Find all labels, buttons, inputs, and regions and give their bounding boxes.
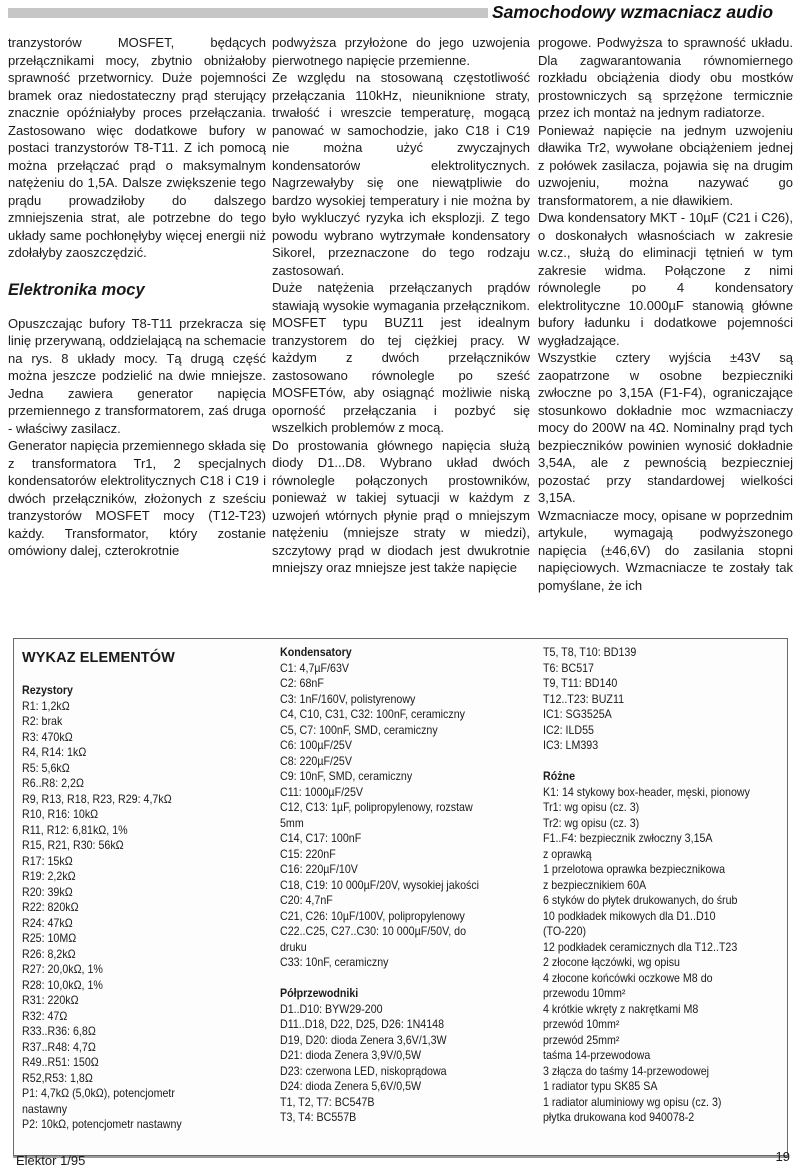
parts-list-item: R9, R13, R18, R23, R29: 4,7kΩ — [22, 792, 172, 806]
parts-list-item: 3 złącza do taśmy 14-przewodowej — [543, 1064, 710, 1078]
parts-list-box — [13, 638, 788, 1156]
parts-list-item: C14, C17: 100nF — [280, 832, 362, 845]
parts-list-item: P1: 4,7kΩ (5,0kΩ), potencjometr — [22, 1087, 175, 1100]
parts-list-item: R1: 1,2kΩ — [22, 699, 70, 713]
article-column-3 — [538, 34, 793, 594]
parts-list-item: R10, R16: 10kΩ — [22, 808, 99, 821]
parts-column-2 — [280, 645, 479, 1126]
parts-list-item: C4, C10, C31, C32: 100nF, ceramiczny — [280, 708, 465, 721]
parts-list-item: T9, T11: BD140 — [543, 677, 618, 690]
parts-list-item: R22: 820kΩ — [22, 901, 79, 914]
parts-list-item: z oprawką — [543, 847, 592, 861]
parts-list-item: C9: 10nF, SMD, ceramiczny — [280, 770, 413, 783]
parts-list-item: płytka drukowana kod 940078-2 — [543, 1111, 695, 1124]
parts-list-item: R49..R51: 150Ω — [22, 1056, 99, 1069]
parts-list-item: R3: 470kΩ — [22, 730, 73, 744]
section-heading: Elektronika mocy — [8, 280, 145, 299]
paragraph: Ze względu na stosowaną częstotliwość przełączania 110kHz, nieuniknione straty, trwałość i wreszcie temperaturę, mogącą panować w samochodzie, jako C18 i C19 nie można użyć zwyczajnych kondensatorów elektrolitycznych. Nagrzewałyby się one niewątpliwie do bardzo wysokiej temperatury i nie można by było wykluczyć ryzyka ich eksplozji. Z tego powodu wybrano wytrzymałe kondensatory Sikorel, przeznaczone do tego rodzaju zastosowań. — [272, 70, 530, 278]
parts-list-item: 1 radiator typu SK85 SA — [543, 1080, 658, 1093]
article-column-2 — [272, 34, 530, 577]
article-column-1 — [8, 34, 266, 560]
running-header-title: Samochodowy wzmacniacz audio — [492, 2, 774, 22]
paragraph: Ponieważ napięcie na jednym uzwojeniu dławika Tr2, wywołane obciążeniem jednej z połówek zasilacza, pojawia się na drugim uzwojeniu, można nazywać go transformatorem, a nie dławikiem. — [538, 122, 793, 208]
parts-list-item: R52,R53: 1,8Ω — [22, 1071, 93, 1085]
parts-list-item: R4, R14: 1kΩ — [22, 746, 87, 759]
parts-list-item: C2: 68nF — [280, 677, 324, 690]
parts-list-item: C6: 100µF/25V — [280, 739, 352, 752]
parts-list-item: Tr2: wg opisu (cz. 3) — [543, 816, 640, 830]
parts-list-item: R19: 2,2kΩ — [22, 870, 76, 883]
parts-list-item: K1: 14 stykowy box-header, męski, pionowy — [543, 785, 750, 799]
parts-list-item: F1..F4: bezpiecznik zwłoczny 3,15A — [543, 832, 713, 845]
parts-column-1 — [22, 683, 182, 1133]
parts-list-item: Tr1: wg opisu (cz. 3) — [543, 801, 640, 814]
paragraph: Do prostowania głównego napięcia służą diody D1...D8. Wybrano układ dwóch równolegle połączonych prostowników, ponieważ w takiej sytuacji w każdym z uzwojeń wtórnych płynie prąd o mniejszym natężeniu (mniejsze straty w miedzi), szczytowy prąd w diodach jest dwukrotnie mniejszy oraz mniejsze jest także napięcie — [272, 437, 530, 575]
parts-list-item: 10 podkładek mikowych dla D1..D10 — [543, 909, 716, 923]
parts-list-item: D24: dioda Zenera 5,6V/0,5W — [280, 1080, 422, 1093]
parts-list-title: WYKAZ ELEMENTÓW — [22, 650, 175, 666]
parts-column-3 — [543, 645, 750, 1126]
parts-list-item: taśma 14-przewodowa — [543, 1049, 651, 1062]
parts-list-item: T3, T4: BC557B — [280, 1111, 357, 1124]
category-heading-semiconductors: Półprzewodniki — [280, 987, 359, 1000]
category-heading-misc: Różne — [543, 770, 575, 783]
parts-list-item: 1 przelotowa oprawka bezpiecznikowa — [543, 863, 726, 876]
paragraph: Wszystkie cztery wyjścia ±43V są zaopatrzone w osobne bezpieczniki zwłoczne po 3,15A (F1-F4), ograniczające stosunkowo dokładnie moc wzmacniaczy mocy do 200W na 4Ω. Nominalny prąd tych bezpieczników powinien wynosić dokładnie 3,54A, ale z pewnością bezpieczniej pozostać przy standardowej wielkości 3,15A. — [538, 350, 793, 505]
paragraph: Duże natężenia przełączanych prądów stawiają wysokie wymagania przełącznikom. MOSFET typu BUZ11 jest idealnym tranzystorem do tej ciężkiej pracy. W każdym z dwóch przełączników zastosowano równolegle po sześć MOSFETów, aby osiągnąć możliwie niską oporność przełączania i pozbyć się wszelkich problemów z mocą. — [272, 280, 530, 435]
parts-list-item: R24: 47kΩ — [22, 916, 73, 930]
parts-list-item: C20: 4,7nF — [280, 894, 333, 907]
parts-list-item: IC1: SG3525A — [543, 708, 612, 721]
parts-list-item: C15: 220nF — [280, 847, 336, 861]
parts-list-item: D23: czerwona LED, niskoprądowa — [280, 1064, 447, 1078]
paragraph: Wzmacniacze mocy, opisane w poprzednim artykule, wymagają podwyższonego napięcia (±46,6V) do zasilania stopni napięciowych. Wzmacniacze te zostały tak pomyślane, że ich — [538, 507, 793, 593]
capacitor-list — [280, 661, 479, 971]
parts-list-item: R15, R21, R30: 56kΩ — [22, 839, 124, 852]
paragraph: podwyższa przyłożone do jego uzwojenia pierwotnego napięcie przemienne. — [272, 35, 530, 68]
parts-list-item: 12 podkładek ceramicznych dla T12..T23 — [543, 940, 738, 954]
parts-list-item: 4 złocone końcówki oczkowe M8 do — [543, 971, 713, 985]
paragraph: Opuszczając bufory T8-T11 przekracza się linię przerywaną, oddzielającą na schemacie na rys. 8 układy mocy. Tą drugą część można jeszcze podzielić na dwie mniejsze. Jedna zawiera generator napięcia przemiennego z transformatorem, zaś druga - właściwy zasilacz. — [8, 315, 266, 436]
parts-list-item: R27: 20,0kΩ, 1% — [22, 963, 103, 976]
parts-list-item: D19, D20: dioda Zenera 3,6V/1,3W — [280, 1033, 447, 1047]
paragraph: Dwa kondensatory MKT - 10µF (C21 i C26), o doskonałych własnościach w zakresie w.cz., służą do eliminacji tętnień w tym zakresie widma. Połączone z nimi równolegle po 4 kondensatory elektrolityczne 10.000µF stanowią główne bufory ładunku i dodatkowe pojemności wygładzające. — [538, 210, 793, 348]
parts-list-item: C5, C7: 100nF, SMD, ceramiczny — [280, 723, 438, 737]
parts-list-item: 1 radiator aluminiowy wg opisu (cz. 3) — [543, 1095, 722, 1109]
parts-list-item: R28: 10,0kΩ, 1% — [22, 978, 103, 992]
parts-list-item: R17: 15kΩ — [22, 854, 73, 868]
parts-list-item: R2: brak — [22, 715, 63, 728]
parts-list-item: C8: 220µF/25V — [280, 754, 352, 768]
semiconductor-list-continued — [543, 645, 750, 754]
parts-list-item: D11..D18, D22, D25, D26: 1N4148 — [280, 1018, 445, 1031]
parts-list-item: T12..T23: BUZ11 — [543, 692, 625, 706]
paragraph: Generator napięcia przemiennego składa się z transformatora Tr1, 2 specjalnych kondensatorów elektrolitycznych C18 i C19 i dwóch przełączników, złożonych z sześciu tranzystorów MOSFET mocy (T12-T23) każdy. Transformator, który zostanie omówiony dalej, czterokrotnie — [8, 438, 266, 558]
parts-list-item: R26: 8,2kΩ — [22, 947, 76, 961]
parts-list-item: nastawny — [22, 1102, 68, 1116]
parts-list-item: 6 styków do płytek drukowanych, do śrub — [543, 894, 738, 907]
parts-list-item: przewód 10mm² — [543, 1018, 620, 1031]
header-decorative-bar — [8, 8, 488, 18]
parts-list-item: C18, C19: 10 000µF/20V, wysokiej jakości — [280, 878, 480, 892]
parts-list-item: C21, C26: 10µF/100V, polipropylenowy — [280, 909, 465, 923]
parts-list-item: 4 krótkie wkręty z nakrętkami M8 — [543, 1002, 699, 1016]
category-heading-capacitors: Kondensatory — [280, 646, 352, 659]
publication-footer: Elektor 1/95 — [16, 1153, 86, 1168]
semiconductor-list — [280, 1002, 479, 1126]
parts-list-item: R25: 10MΩ — [22, 932, 77, 945]
parts-list-item: C12, C13: 1µF, polipropylenowy, rozstaw — [280, 801, 473, 814]
parts-list-item: C1: 4,7µF/63V — [280, 661, 349, 675]
page-number: 19 — [775, 1149, 790, 1164]
parts-list-item: R6..R8: 2,2Ω — [22, 777, 84, 790]
parts-list-item: R32: 47Ω — [22, 1009, 68, 1023]
misc-list — [543, 785, 750, 1126]
parts-list-item: R20: 39kΩ — [22, 885, 73, 899]
resistor-list — [22, 699, 182, 1133]
parts-list-item: 5mm — [280, 816, 304, 830]
parts-list-item: C33: 10nF, ceramiczny — [280, 956, 389, 969]
parts-list-item: T1, T2, T7: BC547B — [280, 1095, 375, 1109]
parts-list-item: R37..R48: 4,7Ω — [22, 1040, 96, 1054]
paragraph: tranzystorów MOSFET, będących przełącznikami mocy, zbytnio obniżałoby sprawność przetwornicy. Duże pojemności bramek oraz niedostateczny prąd sterujący znacznie opóźniałyby proces przełączania. Zastosowano więc dodatkowe bufory w postaci tranzystorów T8-T11. Z ich pomocą można przełączać prąd o maksymalnym natężeniu do 1,5A. Dalsze zwiększenie tego prądu prowadziłoby do dalszego zmniejszenia strat, ale potrzebne do tego układy same pochłonęłyby więcej energii niż zdołałyby zaoszczędzić. — [8, 35, 266, 260]
parts-list-item: C22..C25, C27..C30: 10 000µF/50V, do — [280, 925, 467, 938]
parts-list-item: C3: 1nF/160V, polistyrenowy — [280, 692, 416, 706]
parts-list-item: z bezpiecznikiem 60A — [543, 878, 647, 892]
parts-list-item: C11: 1000µF/25V — [280, 785, 364, 799]
parts-list-item: T6: BC517 — [543, 661, 594, 675]
parts-list-item: przewód 25mm² — [543, 1033, 620, 1047]
parts-list-item: D1..D10: BYW29-200 — [280, 1002, 383, 1016]
category-heading-resistors: Rezystory — [22, 684, 73, 697]
parts-list-item: T5, T8, T10: BD139 — [543, 646, 637, 659]
parts-list-item: 2 złocone łączówki, wg opisu — [543, 956, 680, 969]
parts-list-item: IC3: LM393 — [543, 739, 599, 752]
parts-list-item: R5: 5,6kΩ — [22, 761, 70, 775]
parts-list-item: R31: 220kΩ — [22, 994, 79, 1007]
parts-list-item: C16: 220µF/10V — [280, 863, 358, 876]
parts-list-item: (TO-220) — [543, 925, 587, 938]
parts-list-item: R33..R36: 6,8Ω — [22, 1025, 96, 1038]
parts-list-item: P2: 10kΩ, potencjometr nastawny — [22, 1118, 182, 1131]
parts-list-item: druku — [280, 940, 307, 954]
parts-list-item: przewodu 10mm² — [543, 987, 626, 1000]
parts-list-item: D21: dioda Zenera 3,9V/0,5W — [280, 1049, 422, 1062]
parts-list-item: IC2: ILD55 — [543, 723, 594, 737]
paragraph: progowe. Podwyższa to sprawność układu. Dla zagwarantowania równomiernego rozkładu obciążenia diody obu mostków prostowniczych są sprzężone termicznie przez ich montaż na jednym radiatorze. — [538, 35, 793, 120]
parts-list-item: R11, R12: 6,81kΩ, 1% — [22, 823, 128, 837]
